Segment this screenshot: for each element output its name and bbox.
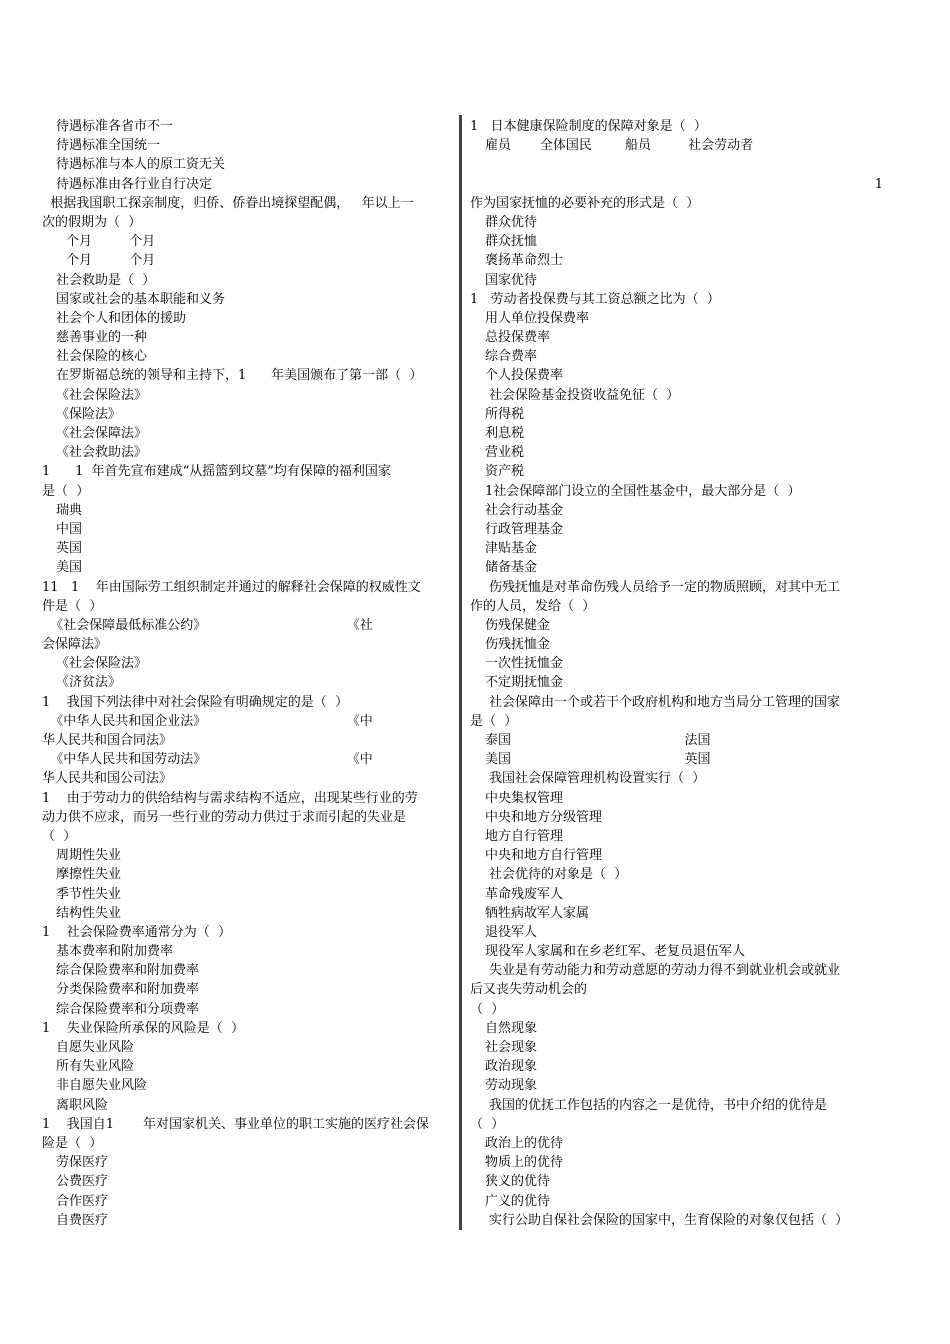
left-text-line: 待遇标准由各行业自行决定 [56, 176, 213, 192]
right-text-line: 总投保费率 [485, 330, 551, 346]
right-text-line: 伤残抚恤是对革命伤残人员给予一定的物质照顾，对其中无工 [489, 579, 841, 595]
left-text-line: 待遇标准各省市不一 [56, 119, 174, 134]
left-text-line: 慈善事业的一种 [56, 330, 148, 346]
left-text-line: 非自愿失业风险 [56, 1078, 148, 1094]
left-text-line: 国家或社会的基本职能和义务 [56, 291, 226, 307]
right-text-line: 所得税 [485, 406, 525, 422]
right-text-line: （ ） [470, 1116, 505, 1132]
left-text-line: 分类保险费率和附加费率 [56, 982, 200, 998]
right-text-line: 1社会保障部门设立的全国性基金中，最大部分是（ ） [485, 483, 801, 499]
left-text-line: 美国 [56, 560, 83, 576]
right-text-line: 现役军人家属和在乡老红军、老复员退伍军人 [485, 944, 746, 960]
left-text-line: 1 1 年首先宣布建成“从摇篮到坟墓”均有保障的福利国家 [42, 464, 391, 480]
left-text-line: 社会救助是（ ） [56, 272, 156, 288]
left-text-line: 《社会保障法》 [56, 426, 148, 441]
left-text-line: 摩擦性失业 [56, 867, 122, 883]
right-text-line: 社会优待的对象是（ ） [489, 867, 628, 883]
right-text-line: 我国的优抚工作包括的内容之一是优待，书中介绍的优待是 [489, 1097, 828, 1113]
right-text-line: 营业税 [485, 445, 525, 461]
left-text-line: 个月 个月 [66, 234, 156, 250]
left-text-line: 季节性失业 [56, 886, 122, 902]
right-text-line: 狭义的优待 [485, 1174, 551, 1190]
right-text-line: （ ） [470, 1001, 505, 1017]
left-text-line: 《社会救助法》 [56, 445, 148, 461]
right-text-line [470, 155, 883, 174]
left-text-line: 在罗斯福总统的领导和主持下，1 年美国颁布了第一部（ ） [56, 368, 423, 384]
right-text-line: 褒扬革命烈士 [485, 253, 564, 269]
left-text-line: 是（ ） [42, 483, 90, 499]
right-text-line: 1 劳动者投保费与其工资总额之比为（ ） [470, 291, 720, 307]
right-text-line: 群众抚恤 [485, 234, 538, 250]
left-text-line: 《社会保障最低标准公约》 《社 [42, 617, 373, 633]
right-text-line: 后又丧失劳动机会的 [470, 982, 588, 998]
right-text-line: 是（ ） [470, 713, 518, 729]
left-text-line: 1 社会保险费率通常分为（ ） [42, 924, 232, 940]
right-text-line: 地方自行管理 [485, 828, 564, 844]
left-text-line: 离职风险 [56, 1097, 109, 1113]
left-text-line: 劳保医疗 [56, 1155, 109, 1171]
left-column [42, 117, 456, 1230]
right-text-line: 社会行动基金 [485, 502, 564, 518]
right-text-line: 中央集权管理 [485, 790, 564, 806]
left-text-line: 个月 个月 [66, 253, 156, 269]
right-text-line: 中央和地方分级管理 [485, 809, 603, 825]
right-text-line: 作为国家抚恤的必要补充的形式是（ ） [470, 195, 700, 211]
right-column [470, 117, 883, 1230]
right-text-line: 伤残抚恤金 [485, 637, 551, 653]
right-text-line: 广义的优待 [485, 1193, 551, 1209]
right-text-line: 不定期抚恤金 [485, 675, 564, 691]
left-text-line: 《济贫法》 [56, 675, 122, 691]
right-text-line: 伤残保健金 [485, 617, 551, 633]
right-text-line: 泰国 法国 [485, 733, 711, 748]
left-text-line: 动力供不应求，而另一些行业的劳动力供过于求而引起的失业是 [42, 809, 407, 825]
left-text-line: 11 1 年由国际劳工组织制定并通过的解释社会保障的权威性文 [42, 579, 421, 595]
right-text-line: 综合费率 [485, 349, 538, 365]
right-text-line: 群众优待 [485, 214, 538, 230]
left-text-line: 险是（ ） [42, 1135, 103, 1151]
right-text-line: 政治现象 [485, 1059, 538, 1075]
right-text-line: 行政管理基金 [485, 521, 564, 537]
right-text-line: 劳动现象 [485, 1078, 538, 1094]
left-text-line: 待遇标准全国统一 [56, 138, 161, 154]
right-text-line: 社会保障由一个或若干个政府机构和地方当局分工管理的国家 [489, 694, 841, 710]
right-text-line: 政治上的优待 [485, 1135, 564, 1151]
left-text-line: 华人民共和国公司法》 [42, 771, 173, 787]
right-text-line: 津贴基金 [485, 541, 538, 557]
left-text-line: 社会保险的核心 [56, 349, 148, 365]
left-text-line: 1 我国自1 年对国家机关、事业单位的职工实施的医疗社会保 [42, 1116, 429, 1132]
right-text-line: 中央和地方自行管理 [485, 848, 603, 864]
column-divider [459, 115, 462, 1230]
left-text-line: 根据我国职工探亲制度，归侨、侨眷出境探望配偶， 年以上一 [42, 195, 414, 211]
left-text-line: 综合保险费率和附加费率 [56, 963, 200, 979]
left-text-line: 结构性失业 [56, 905, 122, 921]
left-text-line: 《保险法》 [56, 406, 122, 422]
left-text-line: 合作医疗 [56, 1193, 109, 1209]
right-text-line: 社会保险基金投资收益免征（ ） [489, 387, 680, 403]
left-text-line: （ ） [42, 828, 77, 844]
left-text-line: 《社会保险法》 [56, 387, 148, 403]
left-text-line: 所有失业风险 [56, 1059, 135, 1075]
right-text-line: 社会现象 [485, 1040, 538, 1055]
left-text-line: 周期性失业 [56, 848, 122, 864]
left-text-line: 自费医疗 [56, 1212, 109, 1228]
right-text-line: 实行公助自保社会保险的国家中，生育保险的对象仅包括（ ） [489, 1212, 849, 1228]
left-text-line: 1 失业保险所承保的风险是（ ） [42, 1020, 245, 1036]
right-text-line: 一次性抚恤金 [485, 656, 564, 672]
right-text-line: 利息税 [485, 426, 525, 441]
right-text-line: 1 [874, 176, 883, 192]
left-text-line: 英国 [56, 541, 83, 557]
left-text-line: 自愿失业风险 [56, 1040, 135, 1055]
left-text-line: 综合保险费率和分项费率 [56, 1001, 200, 1017]
right-text-line: 退役军人 [485, 924, 538, 940]
left-text-line: 中国 [56, 521, 83, 537]
left-text-line: 社会个人和团体的援助 [56, 310, 187, 326]
left-text-line: 华人民共和国合同法》 [42, 733, 173, 748]
left-text-line: 次的假期为（ ） [42, 214, 142, 230]
right-text-line: 我国社会保障管理机构设置实行（ ） [489, 771, 706, 787]
right-text-line: 国家优待 [485, 272, 538, 288]
right-text-line: 失业是有劳动能力和劳动意愿的劳动力得不到就业机会或就业 [489, 963, 841, 979]
right-text-line: 物质上的优待 [485, 1155, 564, 1171]
right-text-line: 个人投保费率 [485, 368, 564, 384]
right-text-line: 革命残废军人 [485, 886, 564, 902]
left-text-line: 《中华人民共和国劳动法》 《中 [42, 752, 373, 768]
left-text-line: 公费医疗 [56, 1174, 109, 1190]
left-text-line: 待遇标准与本人的原工资无关 [56, 157, 226, 173]
left-text-line: 《社会保险法》 [56, 656, 148, 672]
right-text-line: 雇员 全体国民 船员 社会劳动者 [485, 138, 754, 154]
left-text-line: 件是（ ） [42, 598, 103, 614]
left-text-line: 会保障法》 [42, 637, 108, 653]
right-text-line: 牺牲病故军人家属 [485, 905, 590, 921]
right-text-line: 资产税 [485, 464, 525, 480]
right-text-line: 1 日本健康保险制度的保障对象是（ ） [470, 119, 707, 134]
left-text-line: 《中华人民共和国企业法》 《中 [42, 713, 373, 729]
right-text-line: 美国 英国 [485, 752, 711, 768]
right-text-line: 自然现象 [485, 1020, 538, 1036]
right-text-line: 作的人员，发给（ ） [470, 598, 596, 614]
right-text-line: 用人单位投保费率 [485, 310, 590, 326]
right-text-line: 储备基金 [485, 560, 538, 576]
left-text-line: 1 由于劳动力的供给结构与需求结构不适应，出现某些行业的劳 [42, 790, 418, 806]
left-text-line: 基本费率和附加费率 [56, 944, 174, 960]
left-text-line: 1 我国下列法律中对社会保险有明确规定的是（ ） [42, 694, 349, 710]
left-text-line: 瑞典 [56, 502, 83, 518]
